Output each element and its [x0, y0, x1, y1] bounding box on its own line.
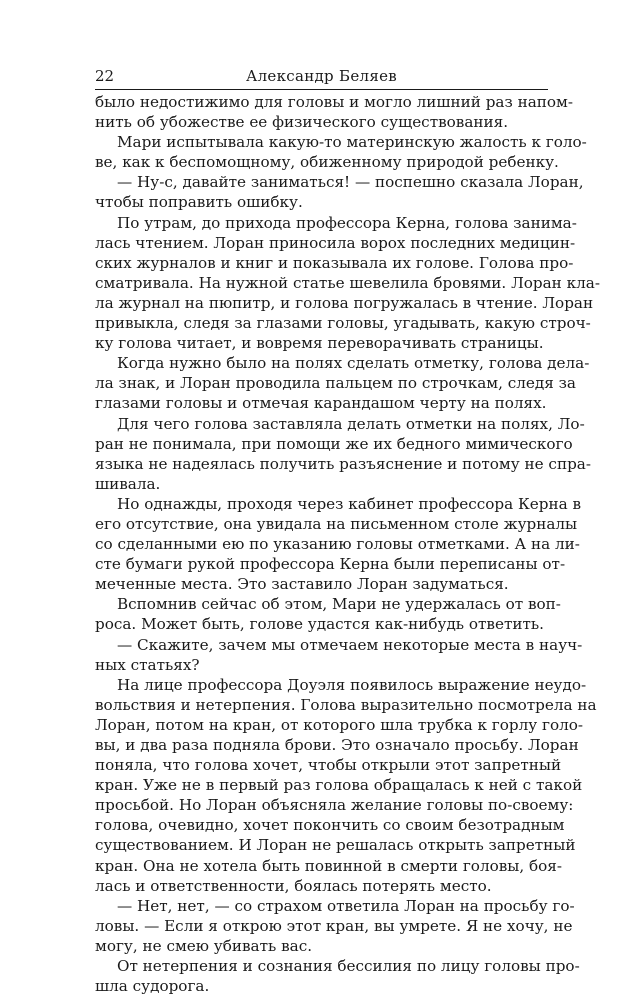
text-line: По утрам, до прихода профессора Керна, голова занима- — [117, 213, 577, 232]
text-line: голова, очевидно, хочет покончить со своим безотрадным — [95, 816, 565, 835]
text-line: ловы. — Если я открою этот кран, вы умрете. Я не хочу, не — [95, 916, 573, 935]
text-line: чтобы поправить ошибку. — [95, 193, 303, 212]
text-line: роса. Может быть, голове удастся как-нибудь ответить. — [95, 615, 544, 634]
text-line: ла журнал на пюпитр, и голова погружалась в чтение. Лоран — [95, 293, 594, 312]
text-line: сте бумаги рукой профессора Керна были переписаны от- — [95, 555, 566, 574]
text-line: кран. Она не хотела быть повинной в смерти головы, боя- — [95, 856, 563, 875]
text-line: От нетерпения и сознания бессилия по лицу головы про- — [117, 957, 580, 976]
text-line: существованием. И Лоран не решалась открыть запретный — [95, 836, 576, 855]
body-text — [95, 92, 600, 996]
text-line: ку голова читает, и вовремя переворачивать страницы. — [95, 334, 544, 353]
text-line: привыкла, следя за глазами головы, угадывать, какую строч- — [95, 314, 591, 333]
text-line: нить об убожестве ее физического существования. — [95, 113, 509, 132]
text-line: вольствия и нетерпения. Голова выразительно посмотрела на — [95, 695, 597, 714]
text-line: лась и ответственности, боялась потерять место. — [95, 876, 492, 895]
text-line: лась чтением. Лоран приносила ворох последних медицин- — [95, 233, 576, 252]
text-line: ран не понимала, при помощи же их бедного мимического — [95, 434, 573, 453]
text-line: Мари испытывала какую-то материнскую жалость к голо- — [117, 133, 587, 152]
text-line: ве, как к беспомощному, обиженному природой ребенку. — [95, 153, 559, 172]
text-line: меченные места. Это заставило Лоран задуматься. — [95, 575, 509, 594]
text-line: ских журналов и книг и показывала их голове. Голова про- — [95, 253, 574, 272]
text-line: — Нет, нет, — со страхом ответила Лоран на просьбу го- — [117, 896, 575, 915]
page-number: 22 — [95, 67, 115, 85]
text-line: Лоран, потом на кран, от которого шла трубка к горлу голо- — [95, 715, 584, 734]
text-line: — Ну-с, давайте заниматься! — поспешно сказала Лоран, — [117, 173, 584, 192]
text-line: могу, не смею убивать вас. — [95, 936, 313, 955]
text-line: Но однажды, проходя через кабинет профессора Керна в — [117, 494, 582, 513]
text-line: кран. Уже не в первый раз голова обращалась к ней с такой — [95, 776, 583, 795]
text-line: Для чего голова заставляла делать отметки на полях, Ло- — [117, 414, 585, 433]
text-line: было недостижимо для головы и могло лишний раз напом- — [95, 93, 573, 111]
text-line: просьбой. Но Лоран объясняла желание головы по-своему: — [95, 796, 574, 815]
text-line: шла судорога. — [95, 977, 210, 996]
text-line: Вспомнив сейчас об этом, Мари не удержалась от воп- — [117, 595, 561, 614]
text-line: ных статьях? — [95, 655, 200, 674]
text-line: языка не надеялась получить разъяснение и потому не спра- — [95, 454, 591, 473]
text-line: Когда нужно было на полях сделать отметку, голова дела- — [117, 354, 590, 373]
text-line: ла знак, и Лоран проводила пальцем по строчкам, следя за — [95, 374, 576, 393]
running-head — [95, 66, 548, 88]
header-rule — [95, 89, 548, 90]
text-line: вы, и два раза подняла брови. Это означало просьбу. Лоран — [95, 736, 579, 754]
text-line: его отсутствие, она увидала на письменном столе журналы — [95, 514, 578, 533]
text-line: со сделанными ею по указанию головы отметками. А на ли- — [95, 535, 580, 554]
text-line: сматривала. На нужной статье шевелила бровями. Лоран кла- — [95, 273, 600, 292]
text-line: На лице профессора Доуэля появилось выражение неудо- — [117, 675, 587, 694]
text-line: поняла, что голова хочет, чтобы открыли этот запретный — [95, 756, 562, 775]
text-line: — Скажите, зачем мы отмечаем некоторые места в науч- — [117, 635, 583, 654]
text-line: глазами головы и отмечая карандашом черту на полях. — [95, 394, 547, 413]
running-head-author: Александр Беляев — [245, 67, 398, 85]
text-line: шивала. — [95, 474, 161, 493]
